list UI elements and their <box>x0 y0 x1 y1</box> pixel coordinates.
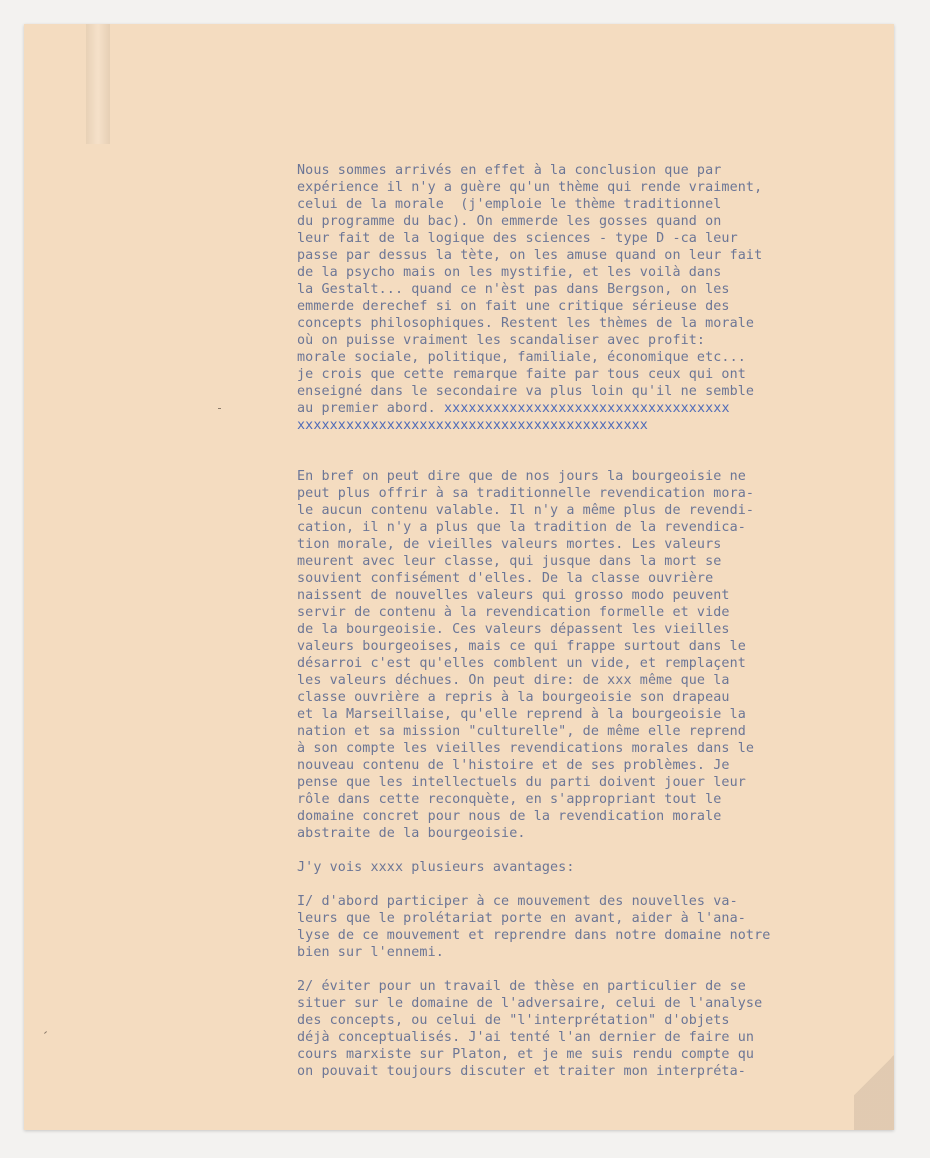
text-line: peut plus offrir à sa traditionnelle revendication mora- <box>297 486 755 501</box>
text-line: Nous sommes arrivés en effet à la conclusion que par <box>297 163 722 178</box>
text-line: concepts philosophiques. Restent les thèmes de la morale <box>297 316 755 331</box>
text-line: le aucun contenu valable. Il n'y a même plus de revendi- <box>297 503 755 518</box>
text-line: morale sociale, politique, familiale, économique etc... <box>297 350 746 365</box>
text-line: situer sur le domaine de l'adversaire, celui de l'analyse <box>297 996 763 1011</box>
text-line: bien sur l'ennemi. <box>297 945 444 960</box>
text-line: des concepts, ou celui de "l'interprétation" d'objets <box>297 1013 730 1028</box>
text-line: souvient confisément d'elles. De la classe ouvrière <box>297 571 714 586</box>
paragraph-point-1 <box>297 893 894 961</box>
text-line: tion morale, de vieilles valeurs mortes. Les valeurs <box>297 537 722 552</box>
text-line: la Gestalt... quand ce n'èst pas dans Bergson, on les <box>297 282 730 297</box>
text-line: I/ d'abord participer à ce mouvement des nouvelles va- <box>297 894 738 909</box>
text-line: à son compte les vieilles revendications morales dans le <box>297 741 755 756</box>
typewritten-page <box>24 24 894 1130</box>
text-line: enseigné dans le secondaire va plus loin qu'il ne semble <box>297 384 755 399</box>
text-line: lyse de ce mouvement et reprendre dans notre domaine notre <box>297 928 771 943</box>
text-line: nouveau contenu de l'histoire et de ses problèmes. Je <box>297 758 730 773</box>
text-line: celui de la morale (j'emploie le thème traditionnel <box>297 197 722 212</box>
text-line: du programme du bac). On emmerde les gosses quand on <box>297 214 722 229</box>
text-line-with-strikeout <box>297 400 894 417</box>
paragraph-bourgeoisie <box>297 468 894 842</box>
paragraph-avantages: J'y vois xxxx plusieurs avantages: <box>297 860 575 875</box>
text-line: de la bourgeoisie. Ces valeurs dépassent les vieilles <box>297 622 730 637</box>
paragraph-morale <box>297 162 894 434</box>
text-line: les valeurs déchues. On peut dire: de xxx même que la <box>297 673 730 688</box>
text-line: cours marxiste sur Platon, et je me suis rendu compte qu <box>297 1047 755 1062</box>
margin-mark <box>218 408 221 409</box>
text-line: valeurs bourgeoises, mais ce qui frappe surtout dans le <box>297 639 746 654</box>
letter-body <box>297 162 894 1080</box>
text-line: cation, il n'y a plus que la tradition de la revendica- <box>297 520 746 535</box>
text-line: abstraite de la bourgeoisie. <box>297 826 526 841</box>
text-line: emmerde derechef si on fait une critique sérieuse des <box>297 299 730 314</box>
text-line: servir de contenu à la revendication formelle et vide <box>297 605 730 620</box>
text-line: naissent de nouvelles valeurs qui grosso modo peuvent <box>297 588 730 603</box>
text-line: meurent avec leur classe, qui jusque dans la mort se <box>297 554 722 569</box>
text-line: on pouvait toujours discuter et traiter mon interpréta- <box>297 1064 746 1079</box>
text-line: leurs que le prolétariat porte en avant, aider à l'ana- <box>297 911 746 926</box>
text-line: et la Marseillaise, qu'elle reprend à la bourgeoisie la <box>297 707 746 722</box>
text-line: En bref on peut dire que de nos jours la bourgeoisie ne <box>297 469 746 484</box>
text-line: de la psycho mais on les mystifie, et les voilà dans <box>297 265 722 280</box>
text-line: désarroi c'est qu'elles comblent un vide, et remplaçent <box>297 656 746 671</box>
text-line: où on puisse vraiment les scandaliser avec profit: <box>297 333 706 348</box>
margin-mark <box>44 1031 47 1034</box>
text-line: rôle dans cette reconquète, en s'appropriant tout le <box>297 792 722 807</box>
text-line: leur fait de la logique des sciences - type D -ca leur <box>297 231 738 246</box>
text-line: classe ouvrière a repris à la bourgeoisie son drapeau <box>297 690 730 705</box>
struck-out-line: xxxxxxxxxxxxxxxxxxxxxxxxxxxxxxxxxxxxxxxxxxx <box>297 418 648 433</box>
text-line: domaine concret pour nous de la revendication morale <box>297 809 722 824</box>
text-segment: au premier abord. <box>297 401 436 416</box>
text-line: expérience il n'y a guère qu'un thème qui rende vraiment, <box>297 180 763 195</box>
text-line: pense que les intellectuels du parti doivent jouer leur <box>297 775 746 790</box>
text-line: déjà conceptualisés. J'ai tenté l'an dernier de faire un <box>297 1030 755 1045</box>
text-line: je crois que cette remarque faite par tous ceux qui ont <box>297 367 746 382</box>
text-line: nation et sa mission "culturelle", de même elle reprend <box>297 724 746 739</box>
struck-out-text: xxxxxxxxxxxxxxxxxxxxxxxxxxxxxxxxxxx <box>443 401 730 416</box>
text-line: 2/ éviter pour un travail de thèse en particulier de se <box>297 979 746 994</box>
text-line: passe par dessus la tète, on les amuse quand on leur fait <box>297 248 763 263</box>
paragraph-point-2 <box>297 978 894 1080</box>
